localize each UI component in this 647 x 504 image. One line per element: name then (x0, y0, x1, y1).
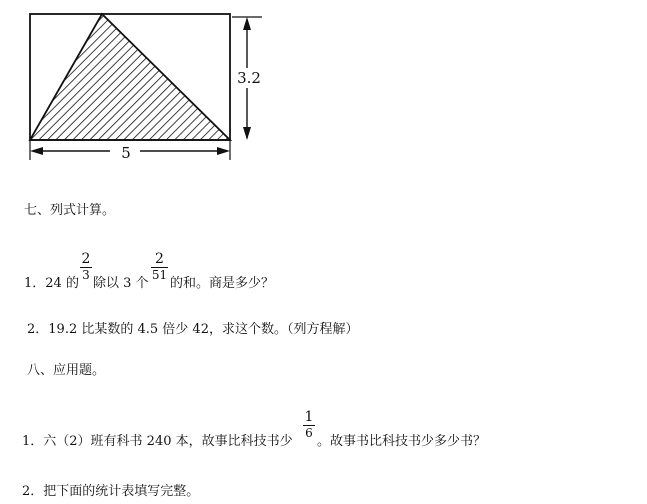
s8-q1-frac (303, 410, 315, 440)
section8-heading: 八、应用题。 (27, 363, 106, 378)
section7-heading: 七、列式计算。 (24, 203, 116, 218)
s7-q1-frac1-num: 2 (81, 251, 91, 267)
height-arrow-up (243, 17, 251, 30)
s7-q1-frac2-num: 2 (155, 251, 164, 267)
s8-q1-suffix: 。故事书比科技书少多少书？ (317, 434, 487, 449)
shaded-triangle (30, 14, 230, 140)
width-label: 5 (121, 144, 131, 162)
width-arrow-right (217, 147, 230, 155)
s7-q1-frac2 (151, 252, 168, 282)
s7-q1-frac1-den: 3 (82, 268, 90, 282)
s8-q1-frac-den: 6 (305, 426, 313, 440)
s8-q1-prefix: 1．六（2）班有科书 240 本，故事比科技书少 (22, 434, 293, 449)
s7-q1-middle: 除以 3 个 (93, 276, 149, 291)
height-label: 3.2 (237, 69, 261, 87)
s7-q1-frac2-den: 51 (151, 268, 168, 282)
s8-q2: 2．把下面的统计表填写完整。 (22, 484, 200, 499)
s7-q2: 2．19.2 比某数的 4.5 倍少 42，求这个数。（列方程解） (27, 322, 359, 337)
s8-q1-frac-num: 1 (304, 409, 314, 425)
width-arrow-left (30, 147, 43, 155)
geometry-figure (0, 0, 290, 170)
s7-q1-prefix: 1．24 的 (24, 276, 79, 291)
s7-q1-frac1 (80, 252, 92, 282)
s7-q1-suffix: 的和。商是多少？ (170, 276, 275, 291)
height-arrow-down (243, 127, 251, 140)
